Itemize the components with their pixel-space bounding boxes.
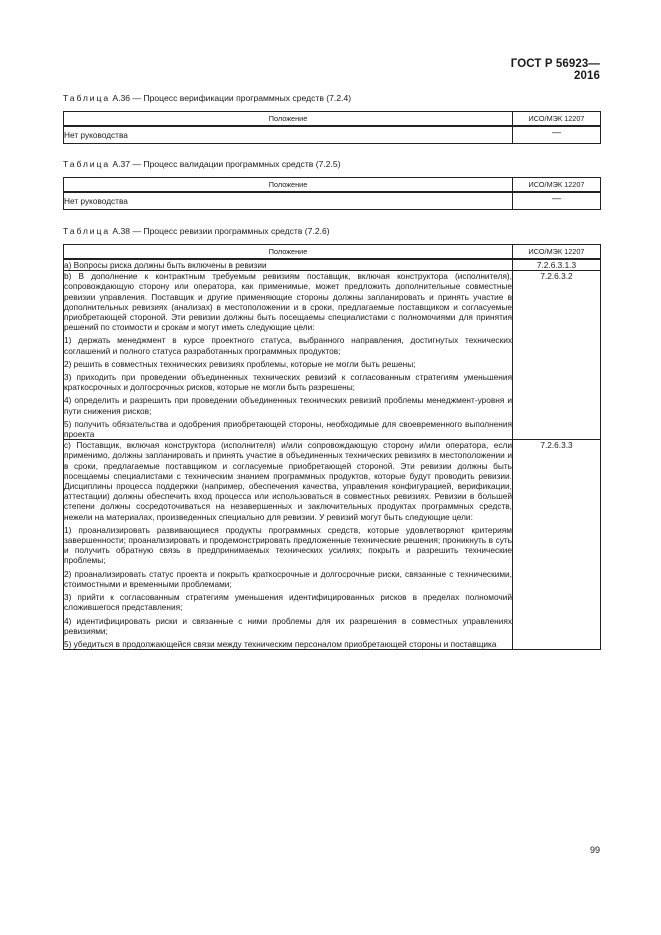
table-a38-caption (63, 226, 330, 236)
provision-paragraph: а) Вопросы риска должны быть включены в ревизии (64, 260, 267, 270)
table-row (64, 259, 601, 271)
provision-paragraph: с) Поставщик, включая конструктора (исполнителя) и/или сопровождающую сторону и/или оператора, если применимо, должны запланировать и принять участие в объединенных технических ревизиях в местоположении и в сроки, предлагаемые поставщиком и согласуемые приобретающей стороной. Эти ревизии должны быть посещаемы специалистами с техническим знанием программных продуктов, которые будут проводить ревизии. Дисциплины процесса поддержки (например, обеспечения качества, управления конфигурацией, верификации, аттестации) должны обеспечить вход процесса или использоваться в совместных ревизиях. Ревизии в большей степени должны сосредоточиваться на незавершенных и заключительных продуктах программных средств, нежели на материалах, произведенных специально для ревизии. У ревизий могут быть следующие цели: (64, 440, 512, 522)
provision-paragraph: 4) идентифицировать риски и связанные с ними проблемы для их разрешения в совместных управлениях ревизиями; (64, 615, 512, 636)
provision-paragraph: b) В дополнение к контрактным требуемым ревизиям поставщик, включая конструктора (исполнителя), сопровождающую сторону или оператора, как применимые, может предложить дополнительные совместные ревизии управления. Поставщик и другие применяющие стороны должны запланировать и принять участие в дополнительных ревизиях (анализах) в местоположении и в сроки, предлагаемые поставщиком и согласуемые приобретающей стороной. Эти ревизии должны быть посещаемы специалистами с полномочиями для принятия решений по стоимости и срокам и могут иметь следующие цели: (64, 271, 512, 333)
column-header-iso: ИСО/МЭК 12207 (513, 112, 601, 127)
cell-iso-ref: — (513, 192, 601, 210)
cell-iso-ref: 7.2.6.3.2 (513, 271, 601, 440)
table-a37 (63, 177, 601, 210)
caption-text: А.37 — Процесс валидации программных средств (7.2.5) (110, 159, 341, 169)
provision-paragraph: 1) проанализировать развивающиеся продукты программных средств, которые удовлетворяют критериям завершенности; проанализировать и продемонстрировать предложенные технические решения; проникнуть в суть и получить обратную связь в предпринимаемых технических усилиях; покрыть и разрешить технические проблемы; (64, 524, 512, 566)
cell-provision (64, 259, 513, 271)
cell-iso-ref: — (513, 126, 601, 144)
column-header-iso: ИСО/МЭК 12207 (513, 178, 601, 193)
table-a36 (63, 111, 601, 144)
provision-paragraph: 2) проанализировать статус проекта и покрыть краткосрочные и долгосрочные риски, связанные с техническими, стоимостными и временными проблемами; (64, 568, 512, 589)
table-row (64, 126, 601, 144)
cell-iso-ref: 7.2.6.3.1.3 (513, 259, 601, 271)
table-row (64, 192, 601, 210)
cell-provision (64, 271, 513, 440)
cell-iso-ref: 7.2.6.3.3 (513, 440, 601, 650)
provision-paragraph: 5) убедиться в продолжающейся связи между техническим персоналом приобретающей стороны и поставщика (64, 638, 497, 649)
table-row (64, 440, 601, 650)
caption-prefix: Таблица (63, 159, 110, 169)
column-header-iso: ИСО/МЭК 12207 (513, 245, 601, 260)
page-number: 99 (589, 845, 600, 855)
caption-text: А.36 — Процесс верификации программных средств (7.2.4) (110, 93, 352, 103)
cell-provision (64, 440, 513, 650)
table-row (64, 271, 601, 440)
cell-provision: Нет руководства (64, 192, 513, 210)
provision-paragraph: 4) определить и разрешить при проведении объединенных технических ревизий проблемы менеджмент-уровня и пути снижения рисков; (64, 395, 512, 416)
table-a37-caption (63, 159, 341, 169)
column-header-provision: Положение (64, 245, 513, 260)
standard-designation: ГОСТ Р 56923—2016 (510, 58, 600, 82)
column-header-provision: Положение (64, 112, 513, 127)
provision-paragraph: 2) решить в совместных технических ревизиях проблемы, которые не могли быть решены; (64, 358, 416, 369)
caption-prefix: Таблица (63, 93, 110, 103)
column-header-provision: Положение (64, 178, 513, 193)
caption-prefix: Таблица (63, 226, 110, 236)
table-a36-caption (63, 93, 351, 103)
table-a38 (63, 244, 601, 650)
provision-paragraph: 3) прийти к согласованным стратегиям уменьшения идентифицированных рисков в пределах полномочий сложившегося представления; (64, 592, 512, 613)
caption-text: А.38 — Процесс ревизии программных средств (7.2.6) (110, 226, 330, 236)
provision-paragraph: 3) приходить при проведении объединенных технических ревизий к согласованным стратегиям уменьшения краткосрочных и долгосрочных рисков, которые не могли быть разрешены; (64, 372, 512, 393)
provision-paragraph: 1) держать менеджмент в курсе проектного статуса, выбранного направления, достигнутых технических соглашений и полного статуса разработанных программных продуктов; (64, 335, 512, 356)
cell-provision: Нет руководства (64, 126, 513, 144)
provision-paragraph: 5) получить обязательства и одобрения приобретающей стороны, необходимые для своевременного выполнения проекта (64, 418, 512, 440)
